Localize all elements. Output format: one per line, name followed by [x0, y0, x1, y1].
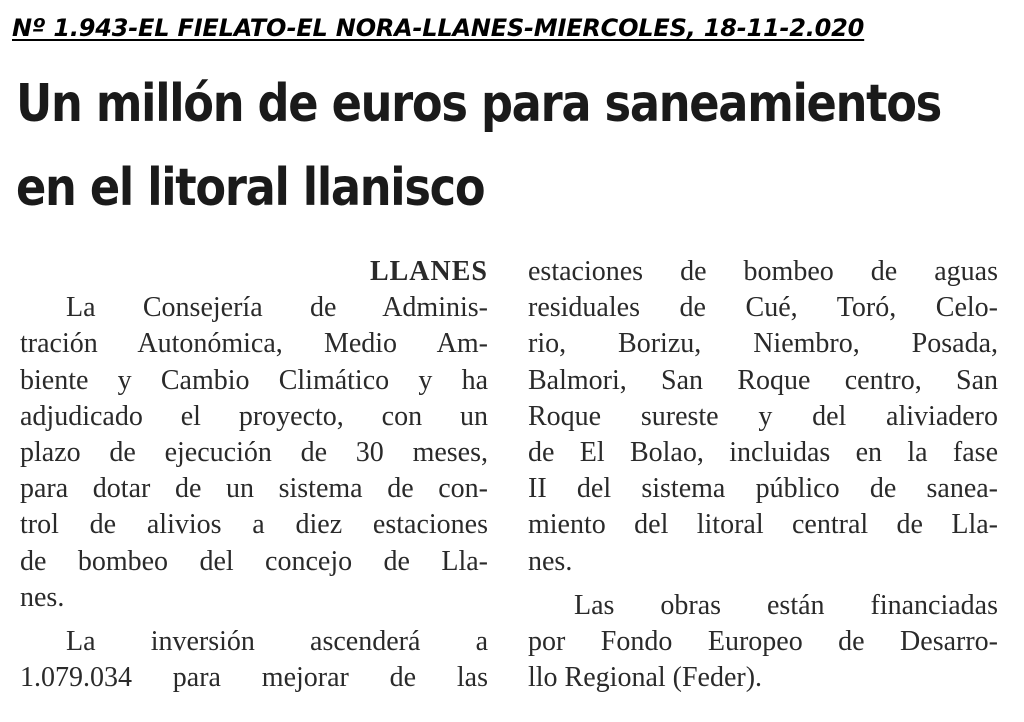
- article-column-right: [528, 254, 998, 696]
- body-line: de bombeo del concejo de Lla-: [20, 545, 488, 577]
- body-line: La Consejería de Adminis-: [66, 292, 488, 324]
- body-line: 1.079.034 para mejorar de las: [20, 662, 488, 694]
- headline-line-1: Un millón de euros para saneamientos: [16, 74, 941, 134]
- body-line: tración Autonómica, Medio Am-: [20, 328, 488, 360]
- body-line: nes.: [528, 545, 573, 577]
- body-line: miento del litoral central de Lla-: [528, 509, 998, 541]
- headline-line-2: en el litoral llanisco: [16, 158, 485, 218]
- body-line: residuales de Cué, Toró, Celo-: [528, 292, 998, 324]
- body-line: plazo de ejecución de 30 meses,: [20, 436, 488, 468]
- body-line: II del sistema público de sanea-: [528, 473, 998, 505]
- issue-header: Nº 1.943-EL FIELATO-EL NORA-LLANES-MIERCOLES, 18-11-2.020: [12, 14, 865, 42]
- body-line: para dotar de un sistema de con-: [20, 473, 488, 505]
- body-line: Balmori, San Roque centro, San: [528, 364, 998, 396]
- body-line: trol de alivios a diez estaciones: [20, 509, 488, 541]
- article-headline: [16, 62, 941, 230]
- body-line: Las obras están financiadas: [574, 589, 998, 621]
- body-line: de El Bolao, incluidas en la fase: [528, 436, 998, 468]
- body-line: biente y Cambio Climático y ha: [20, 364, 488, 396]
- body-line: por Fondo Europeo de Desarro-: [528, 625, 998, 657]
- body-line: Roque sureste y del aliviadero: [528, 400, 998, 432]
- byline: LLANES: [369, 256, 488, 287]
- body-line: adjudicado el proyecto, con un: [20, 400, 488, 432]
- article-column-left: [20, 254, 488, 696]
- body-line: estaciones de bombeo de aguas: [528, 256, 998, 287]
- body-line: nes.: [20, 581, 65, 613]
- body-line: La inversión ascenderá a: [66, 625, 488, 657]
- body-line: rio, Borizu, Niembro, Posada,: [528, 328, 998, 360]
- body-line: llo Regional (Feder).: [528, 662, 763, 694]
